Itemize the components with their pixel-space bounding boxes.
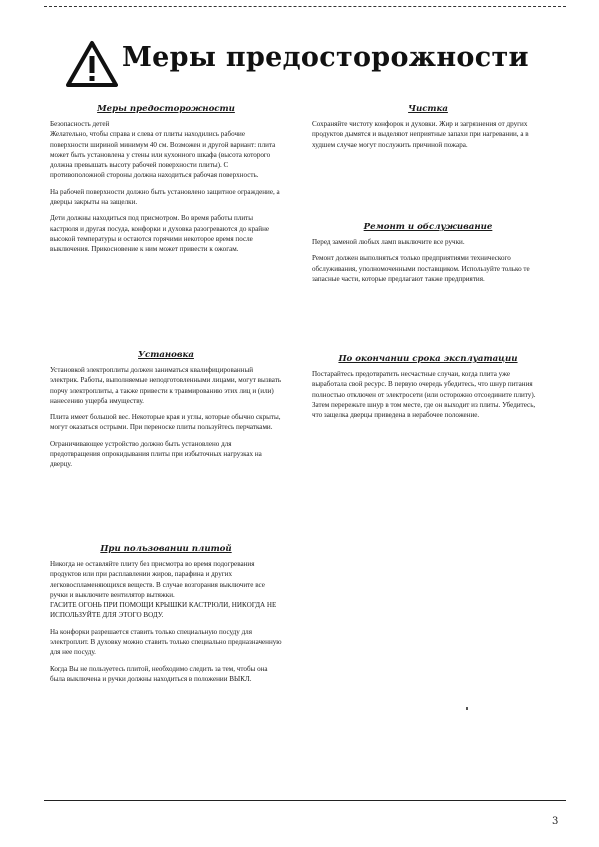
paragraph: Дети должны находиться под присмотром. Во время работы плиты кастрюля и другая посуда, конфорки и духовка разогреваются до крайне высокой температуры и остаются горячими некоторое время после выключения. Прикосновение к ним может привести к ожогам. [50, 214, 270, 254]
page-header [66, 36, 536, 94]
section-heading: При пользовании плитой [100, 544, 232, 554]
section-usage [50, 544, 282, 690]
section-heading: Меры предосторожности [97, 104, 235, 114]
section-safety [50, 104, 282, 260]
paragraph: Когда Вы не пользуетесь плитой, необходимо следить за тем, чтобы она была выключена и ручки должны находиться в положении ВЫКЛ. [50, 664, 268, 683]
scan-mark [466, 707, 468, 710]
section-heading: Чистка [408, 104, 448, 114]
section-installation [50, 350, 282, 476]
section-cleaning [312, 104, 544, 156]
paragraph: Безопасность детей [50, 120, 110, 128]
section-heading: По окончании срока эксплуатации [338, 354, 518, 364]
paragraph: Ограничивающее устройство должно быть установлено для предотвращения опрокидывания плиты при избыточных нагрузках на дверцу. [50, 439, 262, 469]
paragraph: Ремонт должен выполняться только предприятиями технического обслуживания, уполномоченными поставщиком. Используйте только те запасные части, которые предлагают также предприятия. [312, 254, 530, 283]
paragraph: Никогда не оставляйте плиту без присмотра во время подогревания продуктов или при расплавлении жиров, парафина и других легковоспламеняющихся веществ. В случае возгорания выключите все ручки и выключите вентилятор вытяжки. [50, 560, 265, 599]
paragraph: Перед заменой любых ламп выключите все ручки. [312, 238, 465, 246]
paragraph: Установкой электроплиты должен заниматься квалифицированный электрик. Работы, выполняемые неподготовленными лицами, могут вызвать порчу электроплиты, а также привести к травмированию этих лиц и (или) нанесению ущерба имуществу. [50, 366, 282, 405]
section-repair [312, 222, 544, 290]
paragraph: Постарайтесь предотвратить несчастные случаи, когда плита уже выработала свой ресурс. В первую очередь убедитесь, что шнур питания полностью отключен от электросети (или осторожно отсоедините плиту). Затем перережьте шнур в том месте, где он выходит из плиты. Убедитесь, что защелка дверцы приведена в нерабочее положение. [312, 370, 536, 420]
paragraph: Плита имеет большой вес. Некоторые края и углы, которые обычно скрыты, могут оказаться острыми. При переноске плиты пользуйтесь перчатками. [50, 413, 281, 432]
paragraph: ГАСИТЕ ОГОНЬ ПРИ ПОМОЩИ КРЫШКИ КАСТРЮЛИ, НИКОГДА НЕ ИСПОЛЬЗУЙТЕ ДЛЯ ЭТОГО ВОДУ. [50, 601, 277, 620]
paragraph: Желательно, чтобы справа и слева от плиты находились рабочие поверхности шириной минимум 40 см. Возможен и другой вариант: плита может быть установлена у стены или кухонного шкафа (высота которого должна превышать высоту рабочей поверхности плиты). С противоположной стороны должна находиться рабочая поверхность. [50, 130, 276, 180]
page-title: Меры предосторожности [122, 42, 529, 73]
bottom-rule [44, 800, 566, 801]
section-heading: Установка [138, 350, 194, 360]
section-end-of-life [312, 354, 544, 426]
paragraph: На конфорки разрешается ставить только специальную посуду для электроплит. В духовку можно ставить только специально предназначенную для нее посуду. [50, 627, 282, 657]
paragraph: На рабочей поверхности должно быть установлено защитное ограждение, а дверцы закрыты на защелки. [50, 187, 280, 206]
page-number: 3 [552, 816, 559, 827]
warning-triangle-icon [66, 40, 118, 88]
section-heading: Ремонт и обслуживание [363, 222, 493, 232]
top-rule [44, 6, 566, 7]
paragraph: Сохраняйте чистоту конфорок и духовки. Жир и загрязнения от других продуктов дымятся и выделяют неприятные запахи при нагревании, а в худшем случае могут послужить причиной пожара. [312, 120, 529, 149]
